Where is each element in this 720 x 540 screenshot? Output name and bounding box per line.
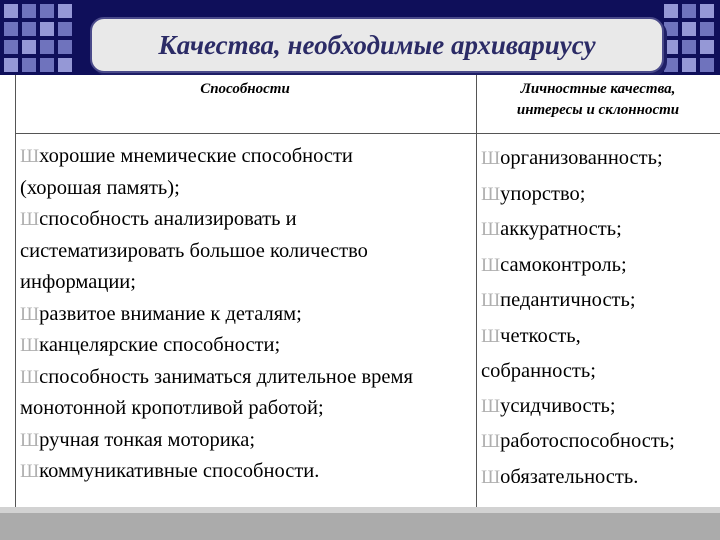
decorative-square — [40, 58, 54, 72]
bullet-icon: Ш — [20, 461, 40, 482]
list-item-line — [20, 267, 475, 299]
list-item-text: развитое внимание к деталям; — [39, 302, 302, 325]
decorative-square — [664, 4, 678, 18]
list-item-text: (хорошая память); — [20, 176, 180, 199]
list-item — [481, 460, 720, 496]
bullet-icon: Ш — [481, 148, 501, 169]
bullet-icon: Ш — [481, 325, 501, 347]
list-item-text: педантичность; — [500, 289, 636, 311]
list-item-line — [20, 236, 475, 268]
list-item-line — [481, 319, 720, 355]
list-item-text: канцелярские способности; — [39, 334, 281, 356]
list-item-text: упорство; — [500, 182, 586, 205]
decorative-square — [700, 4, 714, 18]
decorative-square — [40, 4, 54, 18]
bullet-icon: Ш — [481, 466, 501, 488]
decorative-square — [22, 58, 36, 72]
decorative-square — [682, 58, 696, 72]
list-item — [481, 389, 720, 425]
decorative-square — [4, 4, 18, 18]
header-banner — [0, 0, 720, 75]
list-item — [481, 212, 720, 248]
list-item-line — [481, 177, 720, 213]
abilities-list — [20, 141, 475, 488]
header-divider — [15, 133, 720, 134]
list-item-line — [20, 330, 475, 362]
list-item-text: ручная тонкая моторика; — [39, 428, 256, 451]
list-item — [481, 319, 720, 389]
list-item-text: аккуратность; — [500, 218, 622, 240]
list-item-text: работоспособность; — [500, 430, 675, 452]
qualities-table — [15, 75, 720, 507]
list-item-line — [20, 173, 475, 205]
list-item-text: способность заниматься длительное время — [39, 365, 413, 388]
decorative-square — [22, 4, 36, 18]
list-item — [20, 425, 475, 457]
bullet-icon: Ш — [481, 254, 501, 276]
list-item-line — [20, 141, 475, 173]
list-item — [481, 141, 720, 177]
table-left-border — [15, 75, 16, 507]
list-item — [481, 283, 720, 319]
title-box — [90, 17, 664, 73]
list-item-line — [20, 456, 475, 488]
list-item-line — [481, 424, 720, 460]
list-item — [481, 248, 720, 284]
column-header-personal — [476, 79, 720, 121]
decorative-square — [22, 22, 36, 36]
column-header-personal-line1: Личностные качества, — [520, 81, 676, 97]
column-divider — [476, 75, 477, 507]
bullet-icon: Ш — [481, 183, 501, 205]
footer-bar — [0, 513, 720, 540]
decorative-square — [664, 22, 678, 36]
bullet-icon: Ш — [20, 303, 40, 325]
list-item-text: информации; — [20, 271, 136, 293]
column-header-personal-line2: интересы и склонности — [516, 102, 680, 118]
list-item — [20, 141, 475, 204]
decorative-square — [40, 22, 54, 36]
decorative-square — [58, 58, 72, 72]
bullet-icon: Ш — [481, 395, 501, 417]
list-item — [20, 362, 475, 425]
bullet-icon: Ш — [20, 429, 40, 451]
list-item-text: обязательность. — [500, 465, 639, 488]
list-item-text: монотонной кропотливой работой; — [20, 397, 324, 419]
list-item-line — [481, 389, 720, 425]
bullet-icon: Ш — [481, 431, 501, 452]
list-item-text: организованность; — [500, 147, 663, 169]
decorative-square — [700, 40, 714, 54]
list-item-line — [20, 393, 475, 425]
list-item-line — [481, 212, 720, 248]
decorative-square — [664, 40, 678, 54]
decorative-square — [700, 22, 714, 36]
column-header-abilities: Способности — [200, 81, 290, 97]
decorative-square — [40, 40, 54, 54]
bullet-icon: Ш — [20, 209, 40, 230]
list-item-text: усидчивость; — [500, 394, 616, 417]
personal-qualities-list — [481, 141, 720, 495]
page-title: Качества, необходимые архивариусу — [158, 30, 596, 60]
list-item-line — [481, 141, 720, 177]
list-item — [20, 330, 475, 362]
decorative-square — [664, 58, 678, 72]
decorative-square — [682, 4, 696, 18]
list-item-text: способность анализировать и — [39, 208, 297, 230]
list-item-text: хорошие мнемические способности — [39, 145, 353, 167]
decorative-square — [58, 4, 72, 18]
list-item-text: коммуникативные способности. — [39, 460, 320, 482]
bullet-icon: Ш — [20, 146, 40, 167]
decorative-square — [682, 40, 696, 54]
list-item-text: систематизировать большое количество — [20, 239, 368, 262]
decorative-square — [4, 40, 18, 54]
list-item-line — [481, 460, 720, 496]
decorative-square — [58, 40, 72, 54]
bullet-icon: Ш — [481, 290, 501, 311]
list-item-line — [20, 362, 475, 394]
decorative-square — [700, 58, 714, 72]
bullet-icon: Ш — [20, 335, 40, 356]
list-item-text: четкость, — [500, 324, 581, 347]
decorative-square — [22, 40, 36, 54]
list-item-line — [481, 248, 720, 284]
list-item-text: собранность; — [481, 360, 596, 382]
list-item — [20, 204, 475, 299]
list-item-line — [20, 425, 475, 457]
list-item-text: самоконтроль; — [500, 253, 627, 276]
decorative-square — [682, 22, 696, 36]
bullet-icon: Ш — [20, 366, 40, 388]
list-item-line — [20, 299, 475, 331]
list-item — [481, 424, 720, 460]
bullet-icon: Ш — [481, 219, 501, 240]
list-item-line — [481, 283, 720, 319]
list-item — [481, 177, 720, 213]
list-item-line — [481, 354, 720, 389]
list-item — [20, 456, 475, 488]
decorative-square — [4, 58, 18, 72]
decorative-square — [58, 22, 72, 36]
decorative-square — [4, 22, 18, 36]
list-item-line — [20, 204, 475, 236]
list-item — [20, 299, 475, 331]
